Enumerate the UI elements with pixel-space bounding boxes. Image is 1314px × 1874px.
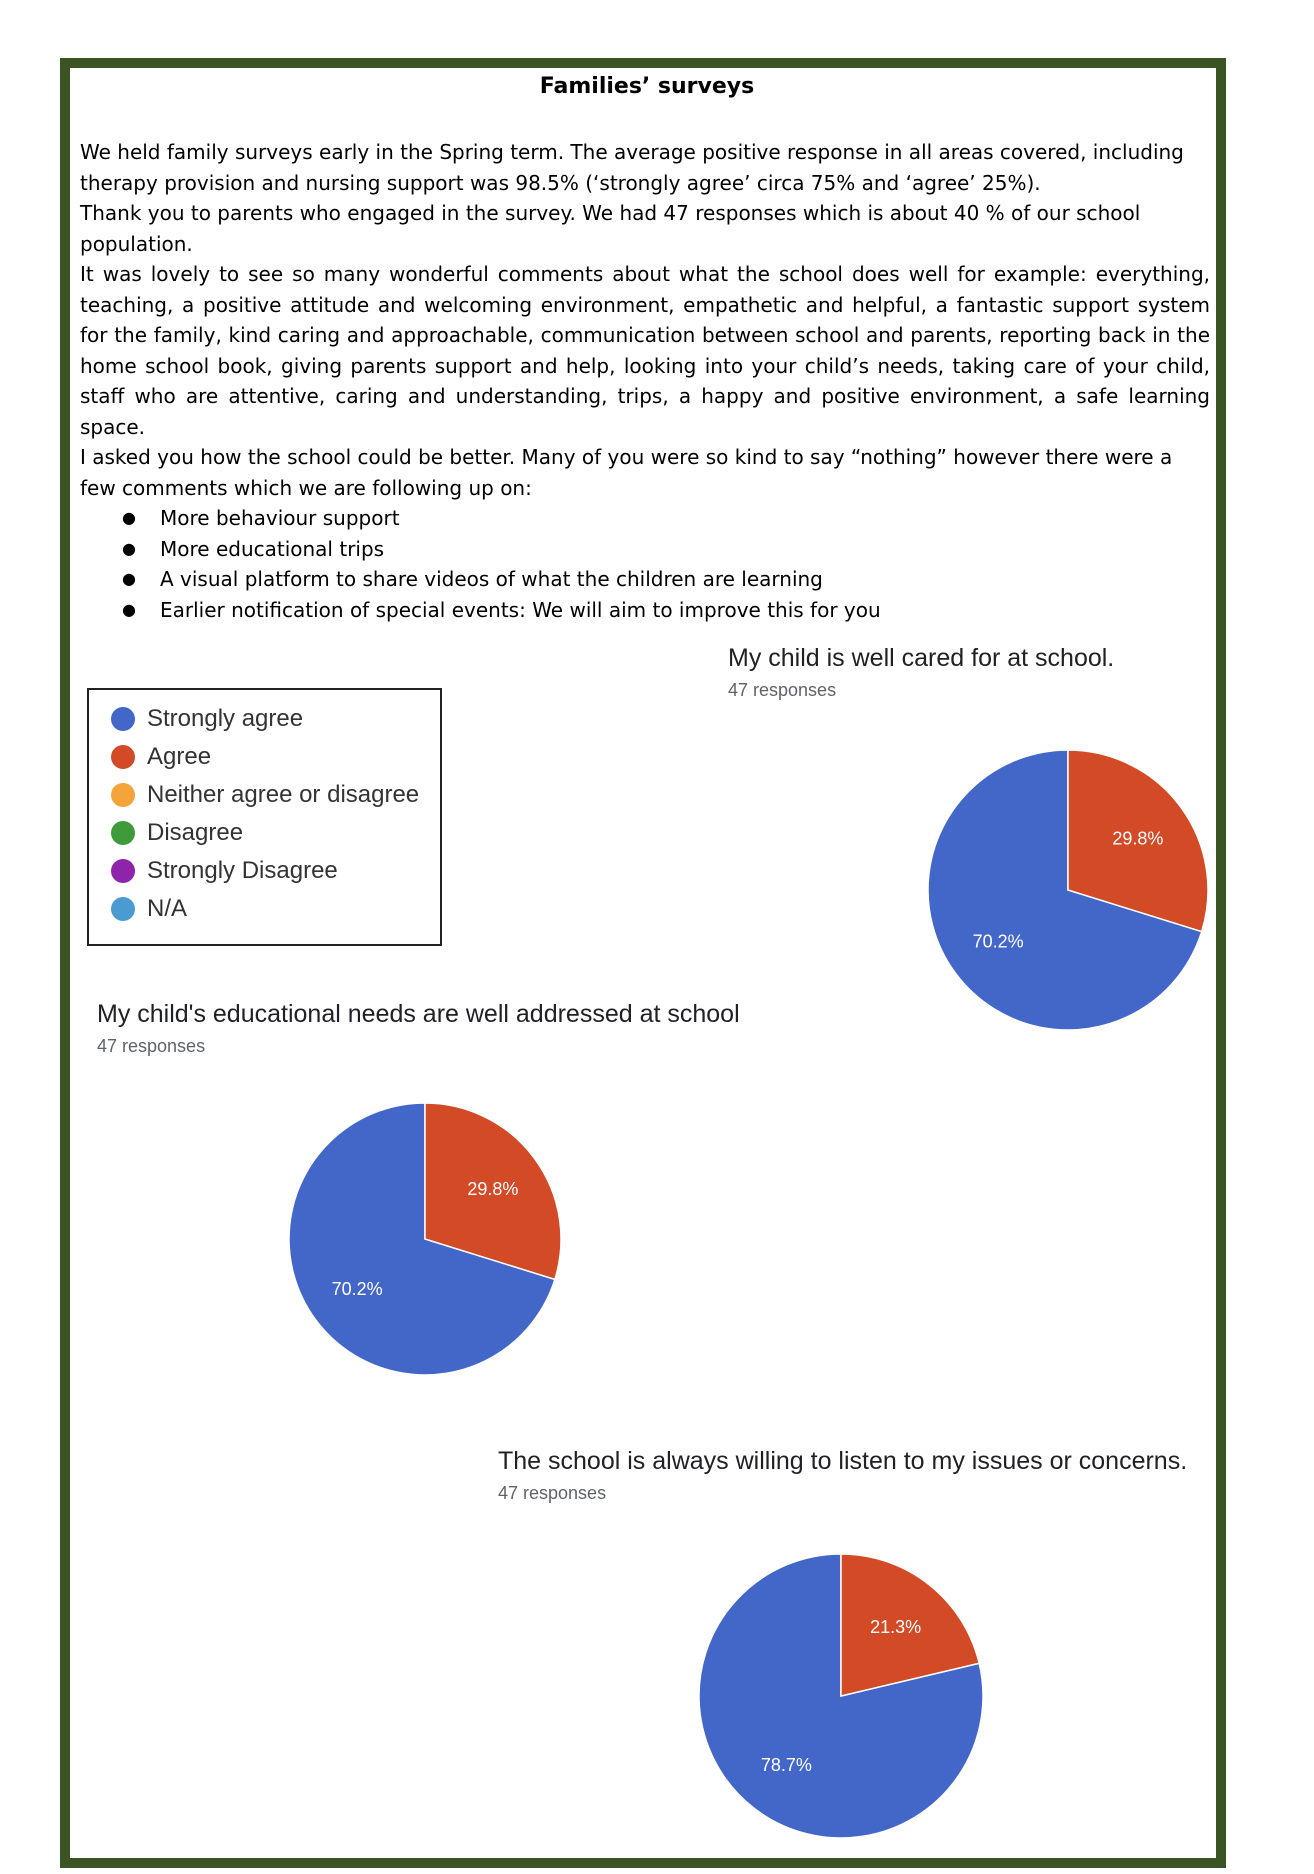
chart-responses-educational-needs: 47 responses <box>97 1036 206 1056</box>
list-item: ● A visual platform to share videos of what the children are learning <box>80 564 1180 595</box>
pie-label: 70.2% <box>331 1278 383 1299</box>
intro-paragraph: We held family surveys early in the Spring term. The average positive response in all areas covered, including therapy provision and nursing support was 98.5% (‘strongly agree’ circa 75% and ‘agree’ 25%). <box>80 140 1184 195</box>
pie-label: 29.8% <box>1112 828 1164 849</box>
thanks-paragraph: Thank you to parents who engaged in the survey. We had 47 responses which is about 40 % of our school population. <box>80 201 1141 256</box>
list-item: ● More educational trips <box>80 534 1180 565</box>
bullet-icon: ● <box>122 508 136 527</box>
chart-responses-listen: 47 responses <box>498 1483 607 1503</box>
legend-item-strongly-agree: Strongly agree <box>111 704 303 734</box>
chart-title-listen: The school is always willing to listen to my issues or concerns. <box>498 1447 1188 1475</box>
list-item: ● More behaviour support <box>80 503 1180 534</box>
pie-label: 70.2% <box>972 931 1024 952</box>
improvement-paragraph: I asked you how the school could be better. Many of you were so kind to say “nothing” however there were a few comments which we are following up on: <box>80 445 1173 500</box>
legend-item-disagree: Disagree <box>111 818 243 848</box>
legend-item-na: N/A <box>111 894 187 924</box>
page-title: Families’ surveys <box>539 74 755 99</box>
chart-responses-cared-for: 47 responses <box>728 680 837 700</box>
list-item: ● Earlier notification of special events: We will aim to improve this for you <box>80 595 1180 626</box>
legend-item-agree: Agree <box>111 742 211 772</box>
legend-item-strongly-disagree: Strongly Disagree <box>111 856 338 886</box>
comments-paragraph: It was lovely to see so many wonderful comments about what the school does well for example: everything, teaching, a positive attitude and welcoming environment, empathetic and helpful, a fantastic support system for the family, kind caring and approachable, communication between school and parents, reporting back in the home school book, giving parents support and help, looking into your child’s needs, taking care of your child, staff who are attentive, caring and understanding, trips, a happy and positive environment, a safe learning space. <box>80 262 1210 439</box>
bullet-icon: ● <box>122 599 136 619</box>
legend-item-neither: Neither agree or disagree <box>111 780 419 810</box>
bullet-icon: ● <box>122 569 136 588</box>
pie-label: 21.3% <box>870 1616 922 1637</box>
chart-title-cared-for: My child is well cared for at school. <box>728 644 1115 672</box>
pie-label: 29.8% <box>467 1179 519 1200</box>
chart-title-educational-needs: My child's educational needs are well addressed at school <box>97 1000 740 1028</box>
bullet-icon: ● <box>122 538 136 558</box>
pie-label: 78.7% <box>760 1755 812 1776</box>
